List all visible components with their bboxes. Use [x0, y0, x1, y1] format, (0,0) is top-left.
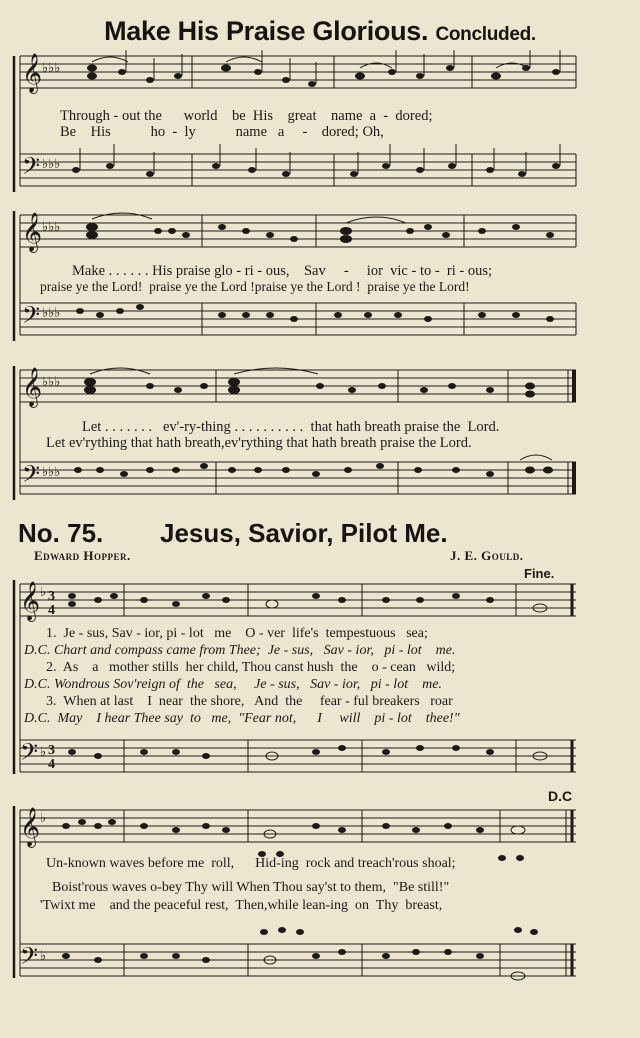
lyric-line: Let . . . . . . . ev'-ry-thing . . . . . . . . . . that hath breath praise the Lord. [82, 419, 500, 435]
svg-text:♭: ♭ [40, 810, 47, 825]
svg-text:♭♭♭: ♭♭♭ [42, 374, 61, 389]
verse-line: 'Twixt me and the peaceful rest, Then,while lean-ing on Thy breast, [40, 898, 443, 913]
fine-marker: Fine. [524, 566, 555, 581]
lyric-line: Be His ho - ly name a - dored; Oh, [60, 124, 384, 140]
svg-text:𝄢: 𝄢 [22, 301, 41, 334]
svg-text:3: 3 [48, 589, 55, 604]
hymn-title [0, 16, 640, 47]
verse-line: Un-known waves before me roll, Hid-ing rock and treach'rous shoal; [46, 856, 456, 871]
svg-text:♭♭♭: ♭♭♭ [42, 60, 61, 75]
svg-text:𝄢: 𝄢 [20, 942, 39, 975]
svg-text:4: 4 [48, 757, 55, 772]
svg-text:♭♭♭: ♭♭♭ [42, 464, 61, 479]
svg-text:♭♭♭: ♭♭♭ [42, 219, 61, 234]
svg-text:𝄞: 𝄞 [22, 367, 43, 407]
verse-line: 2. As a mother stills her child, Thou canst hush the o - cean wild; [46, 660, 456, 675]
svg-text:♭♭♭: ♭♭♭ [42, 305, 61, 320]
verse-line: D.C. Chart and compass came from Thee; Je - sus, Sav - ior, pi - lot me. [24, 643, 456, 658]
dc-marker: D.C [548, 788, 573, 804]
svg-text:𝄢: 𝄢 [22, 152, 41, 185]
hymn-title-text: Jesus, Savior, Pilot Me. [160, 518, 448, 548]
hymn-subtitle: Concluded. [435, 24, 536, 45]
verse-line: D.C. May I hear Thee say to me, "Fear not, I will pi - lot thee!" [24, 711, 460, 726]
svg-text:♭: ♭ [40, 584, 47, 599]
svg-text:4: 4 [48, 603, 55, 618]
verse-line: 3. When at last I near the shore, And the fear - ful breakers roar [46, 694, 453, 709]
verse-line: 1. Je - sus, Sav - ior, pi - lot me O - ver life's tempestuous sea; [46, 626, 428, 641]
lyric-line: Through - out the world be His great name a - dored; [60, 108, 433, 124]
verse-line: D.C. Wondrous Sov'reign of the sea, Je - sus, Sav - ior, pi - lot me. [24, 677, 442, 692]
hymn-title-text: Make His Praise Glorious. [104, 16, 429, 46]
svg-text:♭: ♭ [40, 948, 47, 963]
lyric-line: Let ev'rything that hath breath,ev'rything that hath breath praise the Lord. [46, 435, 472, 451]
author-credit: Edward Hopper. [34, 548, 131, 563]
svg-text:𝄢: 𝄢 [22, 460, 41, 493]
svg-text:𝄞: 𝄞 [22, 53, 43, 93]
svg-text:♭: ♭ [40, 744, 47, 759]
svg-text:𝄢: 𝄢 [20, 738, 39, 771]
verse-line: Boist'rous waves o-bey Thy will When Thou say'st to them, "Be still!" [52, 880, 450, 895]
composer-credit: J. E. Gould. [450, 548, 524, 563]
svg-text:𝄞: 𝄞 [22, 212, 43, 252]
svg-text:♭♭♭: ♭♭♭ [42, 156, 61, 171]
lyric-line: Make . . . . . . His praise glo - ri - ous, Sav - ior vic - to - ri - ous; [72, 263, 493, 279]
lyric-line: praise ye the Lord! praise ye the Lord !praise ye the Lord ! praise ye the Lord! [40, 279, 470, 294]
hymn-number: No. 75. [18, 518, 104, 548]
svg-text:𝄞: 𝄞 [20, 807, 41, 847]
svg-text:𝄞: 𝄞 [20, 581, 41, 621]
svg-text:3: 3 [48, 743, 55, 758]
